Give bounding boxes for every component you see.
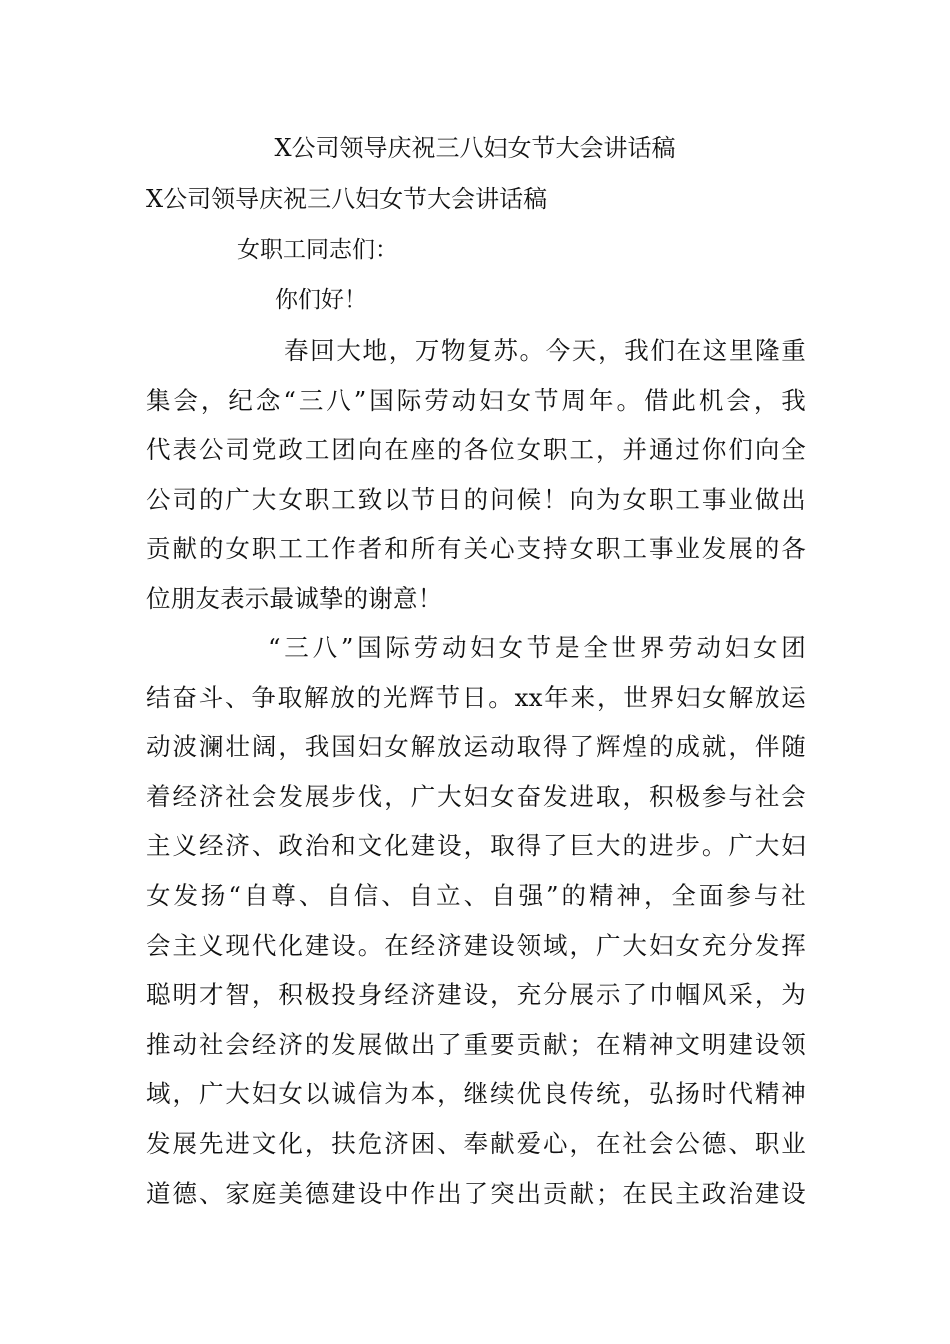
paragraph-line: 春回大地，万物复苏。今天，我们在这里隆重 — [284, 336, 806, 365]
paragraph-line: 域，广大妇女以诚信为本，继续优良传统，弘扬时代精神 — [146, 1079, 806, 1109]
document-title: X公司领导庆祝三八妇女节大会讲话稿 — [274, 134, 676, 162]
document-subtitle: X公司领导庆祝三八妇女节大会讲话稿 — [146, 185, 548, 213]
paragraph-line: 公司的广大女职工致以节日的问候！向为女职工事业做出 — [146, 484, 806, 514]
paragraph-line: 聪明才智，积极投身经济建设，充分展示了巾帼风采，为 — [146, 980, 806, 1010]
paragraph-1 — [146, 334, 806, 632]
paragraph-line: 集会，纪念“三八”国际劳动妇女节周年。借此机会，我 — [146, 385, 806, 415]
paragraph-line: 动波澜壮阔，我国妇女解放运动取得了辉煌的成就，伴随 — [146, 732, 806, 762]
paragraph-line: 推动社会经济的发展做出了重要贡献；在精神文明建设领 — [146, 1029, 806, 1059]
paragraph-line: 女发扬“自尊、自信、自立、自强”的精神，全面参与社 — [146, 880, 806, 910]
paragraph-line: 道德、家庭美德建设中作出了突出贡献；在民主政治建设 — [146, 1178, 806, 1208]
paragraph-line: 贡献的女职工工作者和所有关心支持女职工事业发展的各 — [146, 534, 806, 564]
paragraph-line: 位朋友表示最诚挚的谢意！ — [146, 583, 443, 613]
paragraph-line: 着经济社会发展步伐，广大妇女奋发进取，积极参与社会 — [146, 781, 806, 811]
paragraph-line: 主义经济、政治和文化建设，取得了巨大的进步。广大妇 — [146, 831, 806, 861]
salutation: 女职工同志们： — [237, 237, 398, 263]
paragraph-line: 代表公司党政工团向在座的各位女职工，并通过你们向全 — [146, 435, 806, 465]
greeting: 你们好！ — [275, 287, 367, 313]
paragraph-line: 发展先进文化，扶危济困、奉献爱心，在社会公德、职业 — [146, 1128, 806, 1158]
paragraph-line: 结奋斗、争取解放的光辉节日。xx年来，世界妇女解放运 — [146, 682, 806, 712]
paragraph-line: “三八”国际劳动妇女节是全世界劳动妇女团 — [268, 633, 806, 662]
paragraph-line: 会主义现代化建设。在经济建设领域，广大妇女充分发挥 — [146, 930, 806, 960]
paragraph-2 — [146, 631, 806, 1226]
